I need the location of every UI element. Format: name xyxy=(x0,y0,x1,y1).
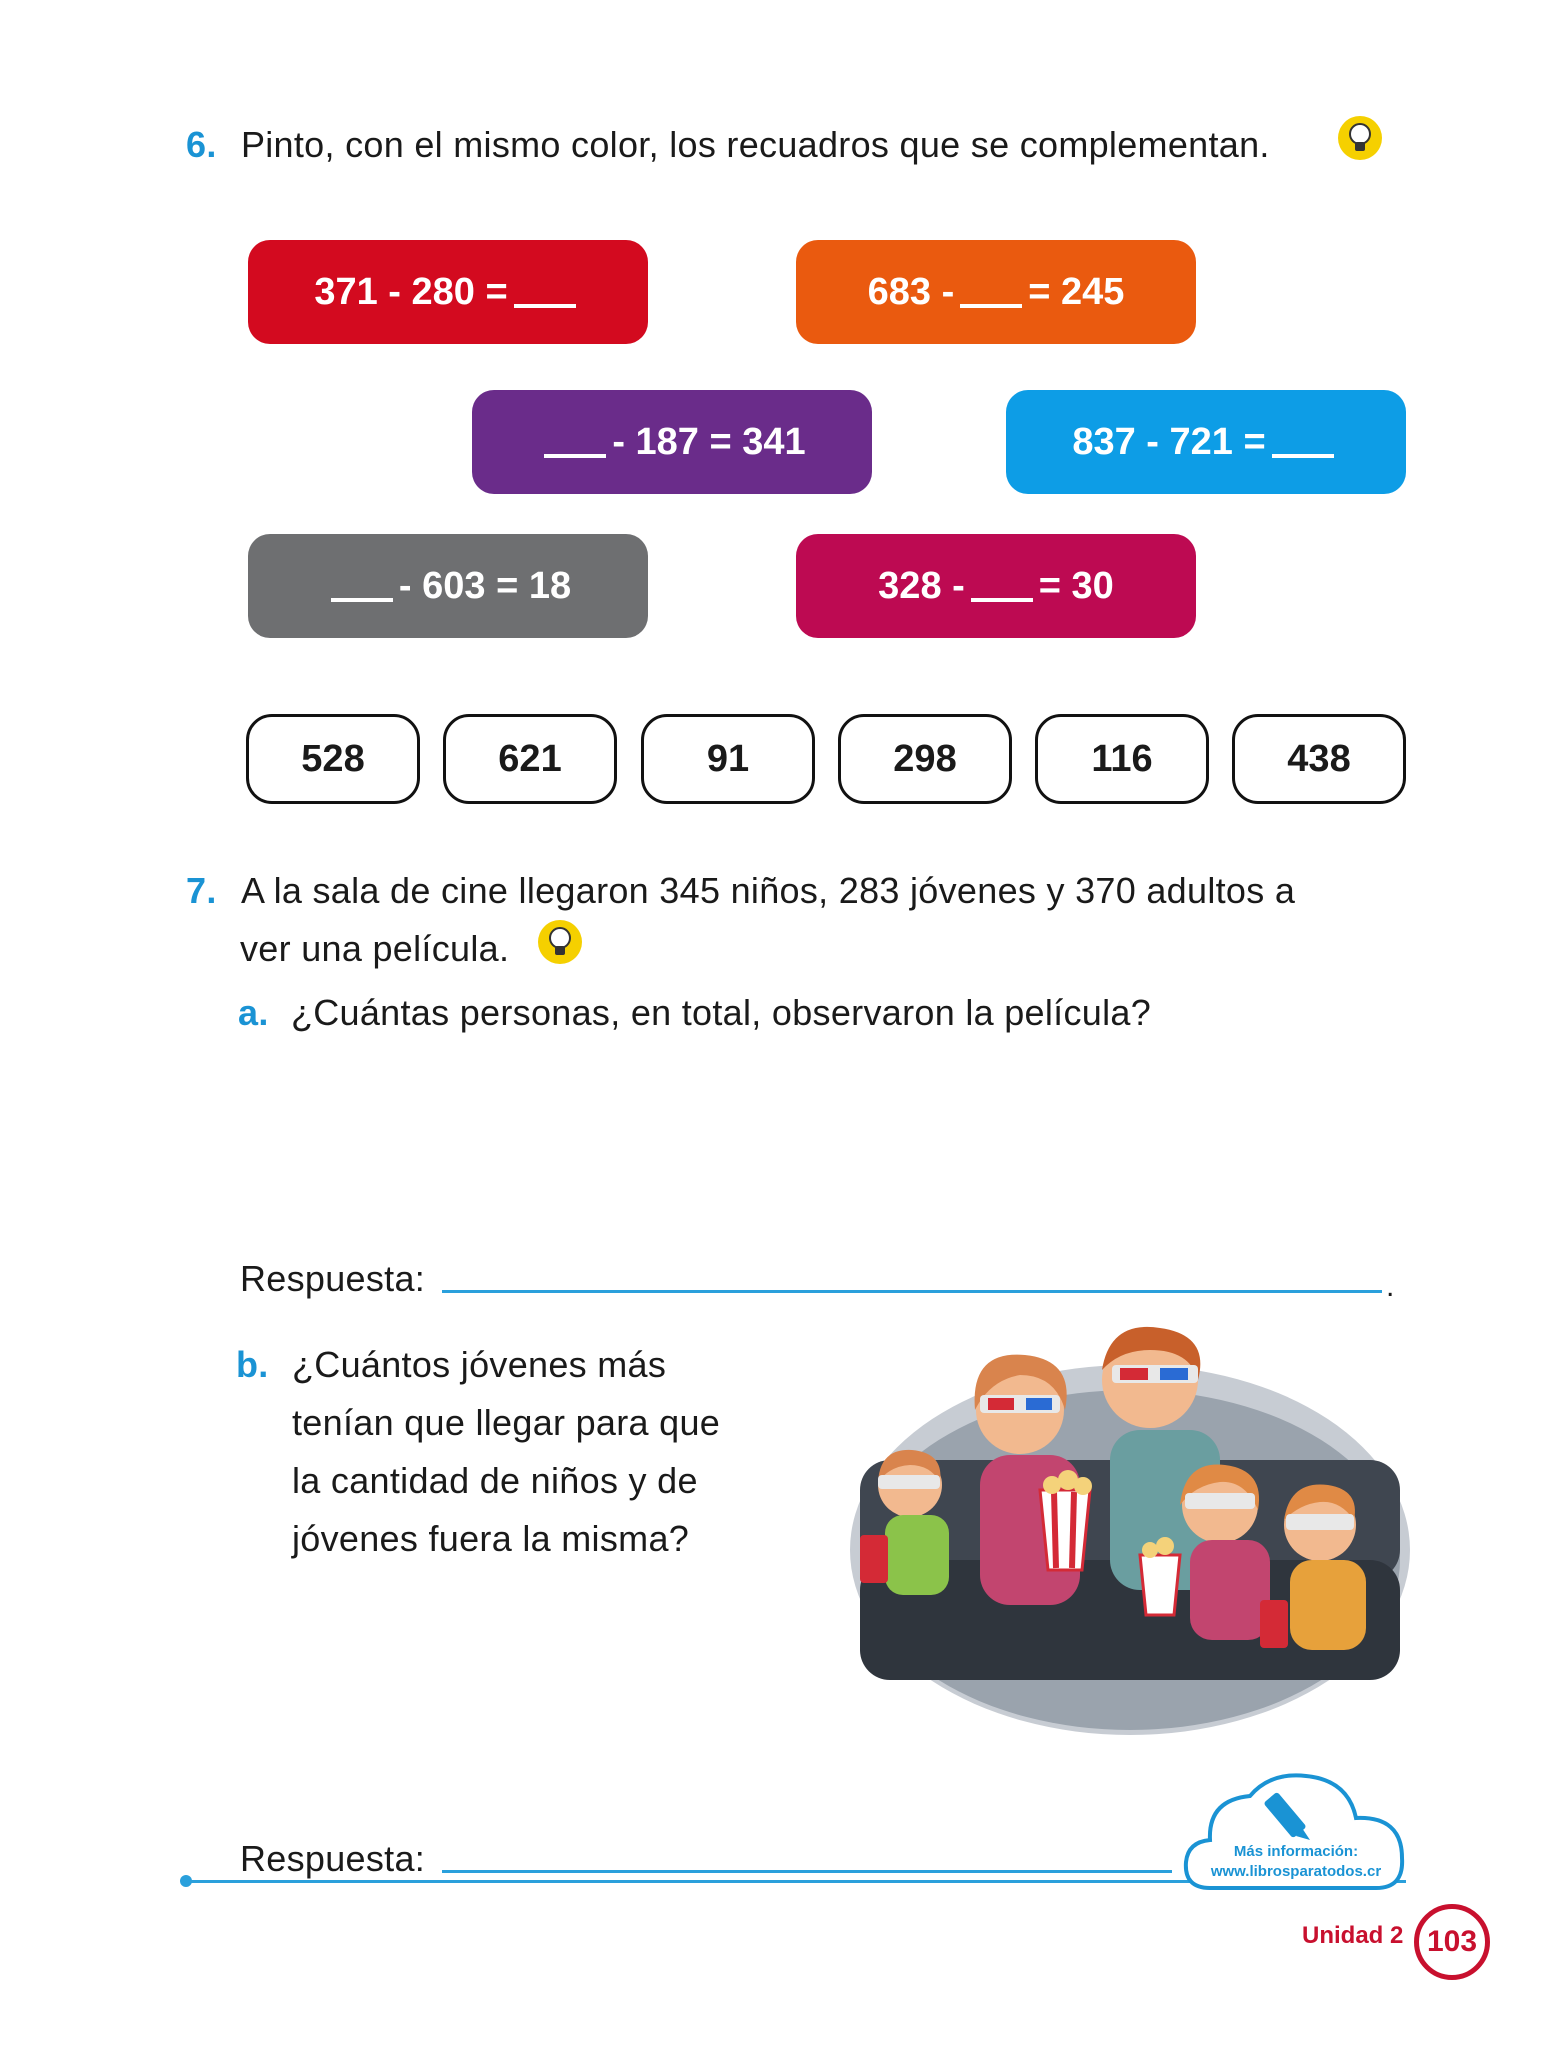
equation-post: = 245 xyxy=(1028,270,1125,313)
equation-post: - 187 = 341 xyxy=(612,420,806,463)
sub-text-line: ¿Cuántos jóvenes más xyxy=(292,1344,667,1385)
blank-line[interactable] xyxy=(971,570,1033,602)
period: . xyxy=(1386,1270,1395,1303)
equation-box[interactable] xyxy=(248,240,648,344)
blank-line[interactable] xyxy=(331,570,393,602)
equation-pre: 371 - 280 = xyxy=(314,270,508,313)
question-6 xyxy=(186,124,1270,166)
subquestion-a xyxy=(238,992,1151,1034)
answer-line-b[interactable] xyxy=(442,1870,1172,1873)
footer-rule-dot xyxy=(180,1875,192,1887)
question-text-line2: ver una película. xyxy=(240,928,510,969)
lightbulb-icon xyxy=(536,918,584,966)
equation-pre: 683 - xyxy=(867,270,955,313)
equation-post: - 603 = 18 xyxy=(398,564,572,607)
equation-pre: 328 - xyxy=(878,564,965,607)
sub-label: b. xyxy=(236,1344,269,1385)
answer-line-a[interactable] xyxy=(442,1290,1382,1293)
unit-label: Unidad 2 xyxy=(1302,1922,1404,1949)
info-line2: www.librosparatodos.cr xyxy=(1210,1863,1382,1880)
question-7 xyxy=(186,870,1295,912)
equation-box[interactable] xyxy=(796,240,1196,344)
subquestion-b xyxy=(236,1336,269,1394)
blank-line[interactable] xyxy=(1272,426,1334,458)
page-number: 103 xyxy=(1414,1904,1490,1980)
cinema-family-illustration xyxy=(840,1310,1420,1740)
info-line1: Más información: xyxy=(1233,1843,1359,1860)
equation-post: = 30 xyxy=(1038,564,1114,607)
blank-line[interactable] xyxy=(514,276,576,308)
answer-option[interactable]: 298 xyxy=(838,714,1012,804)
sub-text-line: la cantidad de niños y de xyxy=(292,1460,698,1501)
lightbulb-icon xyxy=(1336,114,1384,162)
answer-option[interactable]: 528 xyxy=(246,714,420,804)
equation-box[interactable] xyxy=(796,534,1196,638)
sub-text-line: tenían que llegar para que xyxy=(292,1402,721,1443)
equation-pre: 837 - 721 = xyxy=(1072,420,1266,463)
info-text[interactable] xyxy=(1190,1842,1402,1882)
sub-text: ¿Cuántas personas, en total, observaron la película? xyxy=(290,992,1152,1033)
sub-text-line: jóvenes fuera la misma? xyxy=(292,1518,690,1559)
answer-label-a: Respuesta: xyxy=(240,1258,426,1299)
question-text: Pinto, con el mismo color, los recuadros que se complementan. xyxy=(240,124,1270,165)
answer-option[interactable]: 438 xyxy=(1232,714,1406,804)
question-number: 6. xyxy=(186,124,217,165)
answer-option[interactable]: 91 xyxy=(641,714,815,804)
sub-label: a. xyxy=(238,992,269,1033)
equation-box[interactable] xyxy=(472,390,872,494)
blank-line[interactable] xyxy=(960,276,1022,308)
answer-option[interactable]: 116 xyxy=(1035,714,1209,804)
blank-line[interactable] xyxy=(544,426,606,458)
question-text-line1: A la sala de cine llegaron 345 niños, 283 jóvenes y 370 adultos a xyxy=(240,870,1296,911)
answer-label-b: Respuesta: xyxy=(240,1838,426,1879)
equation-box[interactable] xyxy=(248,534,648,638)
question-number: 7. xyxy=(186,870,217,911)
equation-box[interactable] xyxy=(1006,390,1406,494)
subquestion-b-text xyxy=(292,1336,720,1568)
answer-option[interactable]: 621 xyxy=(443,714,617,804)
